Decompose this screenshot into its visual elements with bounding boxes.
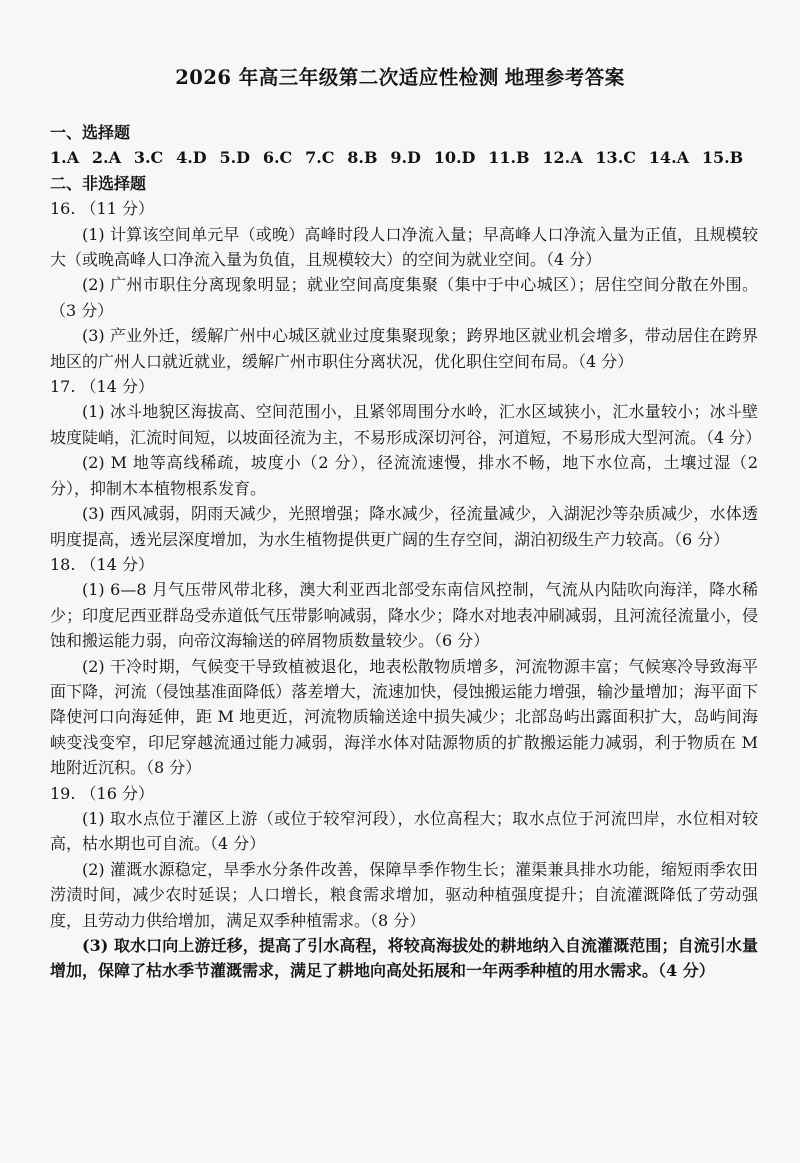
section-heading-choice: 一、选择题 — [50, 123, 131, 142]
answer-item: 1.A — [50, 148, 80, 168]
q17-answer-3: (3) 西风减弱，阴雨天减少，光照增强；降水减少，径流量减少，入湖泥沙等杂质减少，水体透明度提高，透光层深度增加，为水生植物提供更广阔的生存空间，湖泊初级生产力较高。（6 分） — [50, 504, 758, 549]
q16-answer-2: (2) 广州市职住分离现象明显；就业空间高度集聚（集中于中心城区）；居住空间分散在外围。（3 分） — [50, 275, 758, 320]
question-17-heading: 17. （14 分） — [50, 377, 154, 397]
q18-answer-2: (2) 干冷时期，气候变干导致植被退化，地表松散物质增多，河流物源丰富；气候寒冷导致海平面下降，河流（侵蚀基准面降低）落差增大，流速加快，侵蚀搬运能力增强，输沙量增加；海平面下降使河口向海延伸，距 M 地更近，河流物质输送途中损失减少；北部岛屿出露面积扩大，岛屿间海峡变浅变窄，印尼穿越流通过能力减弱，海洋水体对陆源物质的扩散搬运能力减弱，利于物质在 M 地附近沉积。（8 分） — [50, 656, 758, 778]
answer-item: 8.B — [347, 148, 378, 168]
answer-item: 15.B — [701, 148, 744, 168]
answer-item: 9.D — [390, 148, 421, 168]
answer-item: 11.B — [488, 148, 530, 168]
answer-item: 10.D — [433, 148, 476, 168]
question-19-heading: 19. （16 分） — [50, 783, 154, 803]
q17-answer-1: (1) 冰斗地貌区海拔高、空间范围小，且紧邻周围分水岭，汇水区域狭小，汇水量较小；冰斗壁坡度陡峭，汇流时间短，以坡面径流为主，不易形成深切河谷，河道短，不易形成大型河流。（4 分） — [50, 402, 762, 447]
answer-content — [50, 120, 762, 984]
answer-item: 6.C — [262, 148, 293, 168]
q19-answer-3: (3) 取水口向上游迁移，提高了引水高程，将较高海拔处的耕地纳入自流灌溉范围；自流引水量增加，保障了枯水季节灌溉需求，满足了耕地向高处拓展和一年两季种植的用水需求。（4 分） — [50, 936, 758, 981]
answer-item: 4.D — [176, 148, 207, 168]
answer-item: 13.C — [595, 148, 636, 168]
title-main: 2026 年高三年级第二次适应性检测 — [175, 66, 499, 89]
q16-answer-1: (1) 计算该空间单元早（或晚）高峰时段人口净流入量；早高峰人口净流入量为正值，且规模较大（或晚高峰人口净流入量为负值，且规模较大）的空间为就业空间。（4 分） — [50, 224, 758, 270]
section-heading-nonchoice: 二、非选择题 — [50, 173, 147, 193]
answer-item: 2.A — [91, 148, 122, 168]
question-16-heading: 16. （11 分） — [50, 199, 154, 219]
q16-answer-3: (3) 产业外迁，缓解广州中心城区就业过度集聚现象；跨界地区就业机会增多，带动居住在跨界地区的广州人口就近就业，缓解广州市职住分离状况，优化职住空间布局。（4 分） — [50, 326, 758, 371]
answer-item: 3.C — [133, 148, 164, 168]
answer-item: 7.C — [305, 148, 335, 168]
answer-item: 14.A — [648, 148, 690, 168]
question-18-heading: 18. （14 分） — [50, 554, 154, 574]
title-sub: 地理参考答案 — [504, 66, 625, 89]
q17-answer-2: (2) M 地等高线稀疏，坡度小（2 分），径流流速慢，排水不畅，地下水位高，土壤过湿（2 分），抑制木本植物根系发育。 — [50, 453, 758, 498]
choice-answer-row — [50, 145, 758, 170]
q18-answer-1: (1) 6—8 月气压带风带北移，澳大利亚西北部受东南信风控制，气流从内陆吹向海洋，降水稀少；印度尼西亚群岛受赤道低气压带影响减弱，降水少；降水对地表冲刷减弱，且河流径流量小，侵蚀和搬运能力弱，向帝汶海输送的碎屑物质数量较少。（6 分） — [50, 580, 758, 651]
q19-answer-1: (1) 取水点位于灌区上游（或位于较窄河段），水位高程大；取水点位于河流凹岸，水位相对较高，枯水期也可自流。（4 分） — [50, 808, 758, 854]
page-title — [0, 62, 800, 90]
answer-item: 5.D — [219, 148, 251, 168]
answer-item: 12.A — [542, 148, 583, 168]
q19-answer-2: (2) 灌溉水源稳定，旱季水分条件改善，保障旱季作物生长；灌渠兼具排水功能，缩短雨季农田涝渍时间，减少农时延误；人口增长，粮食需求增加，驱动种植强度提升；自流灌溉降低了劳动强度，且劳动力供给增加，满足双季种植需求。（8 分） — [50, 859, 758, 930]
